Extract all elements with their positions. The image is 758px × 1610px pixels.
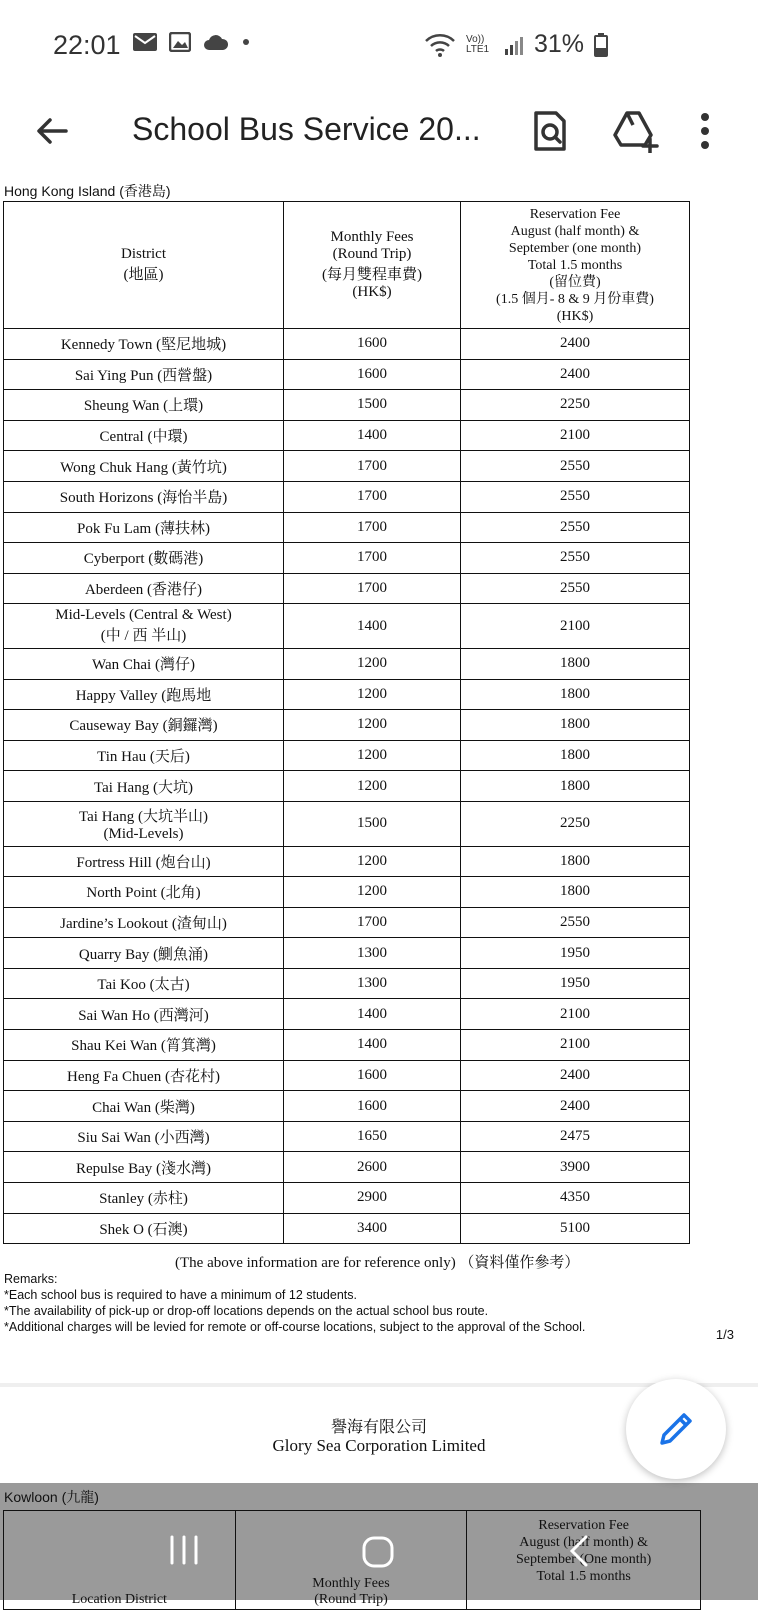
- reservation-fee-cell: 2100: [461, 1030, 690, 1061]
- monthly-fee-cell: 1200: [284, 648, 461, 679]
- monthly-fee-cell: 1400: [284, 604, 461, 649]
- table-row: [4, 771, 690, 802]
- reservation-fee-cell: 1800: [461, 679, 690, 710]
- table-row: [4, 846, 690, 877]
- table-row: [4, 329, 690, 360]
- district-cell: Sheung Wan (上環): [4, 390, 284, 421]
- table-row: [4, 1213, 690, 1244]
- reservation-fee-cell: 2250: [461, 390, 690, 421]
- reservation-fee-cell: 1950: [461, 938, 690, 969]
- table-row: [4, 938, 690, 969]
- monthly-fee-cell: 1700: [284, 907, 461, 938]
- reservation-fee-cell: 2400: [461, 1091, 690, 1122]
- reservation-fee-cell: 2475: [461, 1121, 690, 1152]
- reservation-fee-cell: 5100: [461, 1213, 690, 1244]
- monthly-fee-cell: 1600: [284, 359, 461, 390]
- district-cell: Mid-Levels (Central & West) (中 / 西 半山): [4, 604, 284, 649]
- home-nav-icon[interactable]: [361, 1535, 395, 1569]
- reservation-fee-cell: 2100: [461, 604, 690, 649]
- table-row: [4, 390, 690, 421]
- reservation-fee-cell: 1800: [461, 710, 690, 741]
- district-cell: Tai Hang (大坑): [4, 771, 284, 802]
- company-name-chinese: 譽海有限公司: [330, 1419, 427, 1436]
- company-name-english: Glory Sea Corporation Limited: [272, 1436, 486, 1455]
- district-cell: Fortress Hill (炮台山): [4, 846, 284, 877]
- monthly-fee-cell: 1200: [284, 679, 461, 710]
- monthly-fee-cell: 1700: [284, 512, 461, 543]
- app-bar: [0, 95, 758, 181]
- document-title: School Bus Service 20...: [132, 111, 481, 147]
- monthly-fee-cell: 1400: [284, 1030, 461, 1061]
- district-cell: Tai Koo (太古): [4, 968, 284, 999]
- monthly-fee-cell: 1300: [284, 968, 461, 999]
- table-row: [4, 801, 690, 846]
- district-cell: Central (中環): [4, 420, 284, 451]
- district-cell: South Horizons (海怡半島): [4, 481, 284, 512]
- reservation-fee-cell: 4350: [461, 1183, 690, 1214]
- document-viewer[interactable]: [0, 181, 758, 1607]
- cloud-icon: [203, 33, 229, 51]
- district-cell: Siu Sai Wan (小西灣): [4, 1121, 284, 1152]
- kowloon-fees-table: [3, 1510, 701, 1610]
- recents-nav-icon[interactable]: [168, 1535, 200, 1565]
- district-cell: North Point (北角): [4, 877, 284, 908]
- remarks: [4, 1271, 585, 1335]
- monthly-fee-cell: 2600: [284, 1152, 461, 1183]
- status-bar: [0, 0, 758, 95]
- dot-icon: [241, 37, 251, 47]
- reservation-fee-cell: 2550: [461, 573, 690, 604]
- monthly-fee-cell: 1600: [284, 1060, 461, 1091]
- page-indicator: 1/3: [715, 1327, 734, 1342]
- monthly-fee-cell: 1700: [284, 481, 461, 512]
- district-cell: Tin Hau (天后): [4, 740, 284, 771]
- document-page-1: [0, 181, 758, 1383]
- reservation-fee-header: Reservation Fee August (half month) & September (one month) Total 1.5 months (留位費) (1.5 個月- 8 & 9 月份車費) (HK$): [461, 202, 690, 329]
- table-row: [4, 1030, 690, 1061]
- table-row: [4, 512, 690, 543]
- district-cell: Sai Ying Pun (西營盤): [4, 359, 284, 390]
- district-cell: Shau Kei Wan (筲箕灣): [4, 1030, 284, 1061]
- reservation-fee-cell: 2400: [461, 1060, 690, 1091]
- edit-button[interactable]: [626, 1379, 726, 1479]
- table-row: [4, 573, 690, 604]
- district-header: District (地區): [4, 202, 284, 329]
- reservation-fee-cell: 1800: [461, 771, 690, 802]
- table-row: [4, 1091, 690, 1122]
- reservation-fee-cell: 2250: [461, 801, 690, 846]
- battery-icon: [594, 33, 608, 57]
- reservation-fee-cell: 2550: [461, 451, 690, 482]
- monthly-fee-cell: 1200: [284, 771, 461, 802]
- reservation-fee-cell: 1800: [461, 740, 690, 771]
- table-row: [4, 877, 690, 908]
- battery-level: 31%: [533, 30, 584, 58]
- network-label: Vo)) LTE1: [465, 33, 490, 55]
- table-row: [4, 907, 690, 938]
- district-cell: Kennedy Town (堅尼地城): [4, 329, 284, 360]
- back-arrow-icon[interactable]: [32, 111, 72, 151]
- more-vert-icon[interactable]: [695, 109, 715, 153]
- table-row: [4, 968, 690, 999]
- district-cell: Causeway Bay (銅鑼灣): [4, 710, 284, 741]
- district-cell: Aberdeen (香港仔): [4, 573, 284, 604]
- district-cell: Sai Wan Ho (西灣河): [4, 999, 284, 1030]
- region-heading: Hong Kong Island (香港島): [4, 183, 171, 199]
- table-row: [4, 451, 690, 482]
- monthly-fee-cell: 1700: [284, 573, 461, 604]
- district-cell: Shek O (石澳): [4, 1213, 284, 1244]
- district-cell: Repulse Bay (淺水灣): [4, 1152, 284, 1183]
- region-heading-kowloon: Kowloon (九龍): [4, 1489, 99, 1505]
- back-nav-icon[interactable]: [568, 1535, 590, 1567]
- table-row: [4, 359, 690, 390]
- location-district-header: Location District: [4, 1511, 236, 1610]
- district-cell: Tai Hang (大坑半山) (Mid-Levels): [4, 801, 284, 846]
- monthly-fee-cell: 1200: [284, 740, 461, 771]
- remark-item: *The availability of pick-up or drop-off locations depends on the actual school bus route.: [4, 1304, 489, 1318]
- district-cell: Pok Fu Lam (薄扶林): [4, 512, 284, 543]
- reservation-fee-cell: 2400: [461, 359, 690, 390]
- district-cell: Cyberport (數碼港): [4, 543, 284, 574]
- reservation-fee-cell: 2100: [461, 420, 690, 451]
- monthly-fee-cell: 1600: [284, 1091, 461, 1122]
- signal-icon: [504, 35, 524, 55]
- remarks-title: Remarks:: [4, 1272, 58, 1286]
- monthly-fee-cell: 1300: [284, 938, 461, 969]
- table-row: [4, 543, 690, 574]
- table-row: [4, 648, 690, 679]
- district-cell: Happy Valley (跑馬地: [4, 679, 284, 710]
- notification-icons: [133, 32, 251, 52]
- reservation-fee-cell: 1800: [461, 877, 690, 908]
- search-document-icon[interactable]: [528, 109, 572, 153]
- reservation-fee-cell: 3900: [461, 1152, 690, 1183]
- district-cell: Chai Wan (柴灣): [4, 1091, 284, 1122]
- mail-icon: [133, 32, 157, 52]
- reservation-fee-cell: 2550: [461, 907, 690, 938]
- table-row: [4, 1152, 690, 1183]
- monthly-fee-cell: 1600: [284, 329, 461, 360]
- district-cell: Stanley (赤柱): [4, 1183, 284, 1214]
- reservation-fee-cell: 2100: [461, 999, 690, 1030]
- monthly-fee-cell: 1200: [284, 877, 461, 908]
- table-row: [4, 604, 690, 649]
- kowloon-reservation-header: Reservation Fee August (half month) & September (One month) Total 1.5 months: [467, 1511, 701, 1610]
- system-status: [424, 30, 608, 59]
- monthly-fee-cell: 3400: [284, 1213, 461, 1244]
- table-row: [4, 710, 690, 741]
- monthly-fee-cell: 1700: [284, 543, 461, 574]
- table-row: [4, 740, 690, 771]
- table-row: [4, 679, 690, 710]
- reservation-fee-cell: 1800: [461, 648, 690, 679]
- monthly-fee-cell: 1400: [284, 999, 461, 1030]
- reservation-fee-cell: 2550: [461, 512, 690, 543]
- remark-item: *Additional charges will be levied for remote or off-course locations, subject to the approval of the School.: [4, 1320, 586, 1334]
- district-cell: Wong Chuk Hang (黃竹坑): [4, 451, 284, 482]
- table-row: [4, 1121, 690, 1152]
- kowloon-monthly-header: Monthly Fees (Round Trip): [235, 1511, 467, 1610]
- table-row: [4, 420, 690, 451]
- district-cell: Heng Fa Chuen (杏花村): [4, 1060, 284, 1091]
- add-to-drive-icon[interactable]: [611, 109, 661, 153]
- monthly-fees-header: Monthly Fees (Round Trip) (每月雙程車費) (HK$): [284, 202, 461, 329]
- district-cell: Wan Chai (灣仔): [4, 648, 284, 679]
- status-time: 22:01: [53, 30, 121, 60]
- monthly-fee-cell: 1700: [284, 451, 461, 482]
- monthly-fee-cell: 1650: [284, 1121, 461, 1152]
- reservation-fee-cell: 2550: [461, 481, 690, 512]
- reservation-fee-cell: 2550: [461, 543, 690, 574]
- reference-note: (The above information are for reference only) （資料僅作參考）: [175, 1255, 580, 1271]
- table-row: [4, 999, 690, 1030]
- reservation-fee-cell: 1950: [461, 968, 690, 999]
- monthly-fee-cell: 1500: [284, 801, 461, 846]
- image-icon: [169, 32, 191, 52]
- remark-item: *Each school bus is required to have a minimum of 12 students.: [4, 1288, 357, 1302]
- reservation-fee-cell: 2400: [461, 329, 690, 360]
- monthly-fee-cell: 1200: [284, 710, 461, 741]
- table-row: [4, 1183, 690, 1214]
- wifi-icon: [424, 33, 456, 57]
- edit-pencil-icon: [656, 1409, 696, 1449]
- monthly-fee-cell: 1200: [284, 846, 461, 877]
- reservation-fee-cell: 1800: [461, 846, 690, 877]
- table-row: [4, 1060, 690, 1091]
- table-row: [4, 481, 690, 512]
- monthly-fee-cell: 1400: [284, 420, 461, 451]
- district-cell: Quarry Bay (鰂魚涌): [4, 938, 284, 969]
- district-cell: Jardine’s Lookout (渣甸山): [4, 907, 284, 938]
- table-header-row: [4, 202, 690, 329]
- fees-table: [3, 201, 690, 1244]
- monthly-fee-cell: 2900: [284, 1183, 461, 1214]
- monthly-fee-cell: 1500: [284, 390, 461, 421]
